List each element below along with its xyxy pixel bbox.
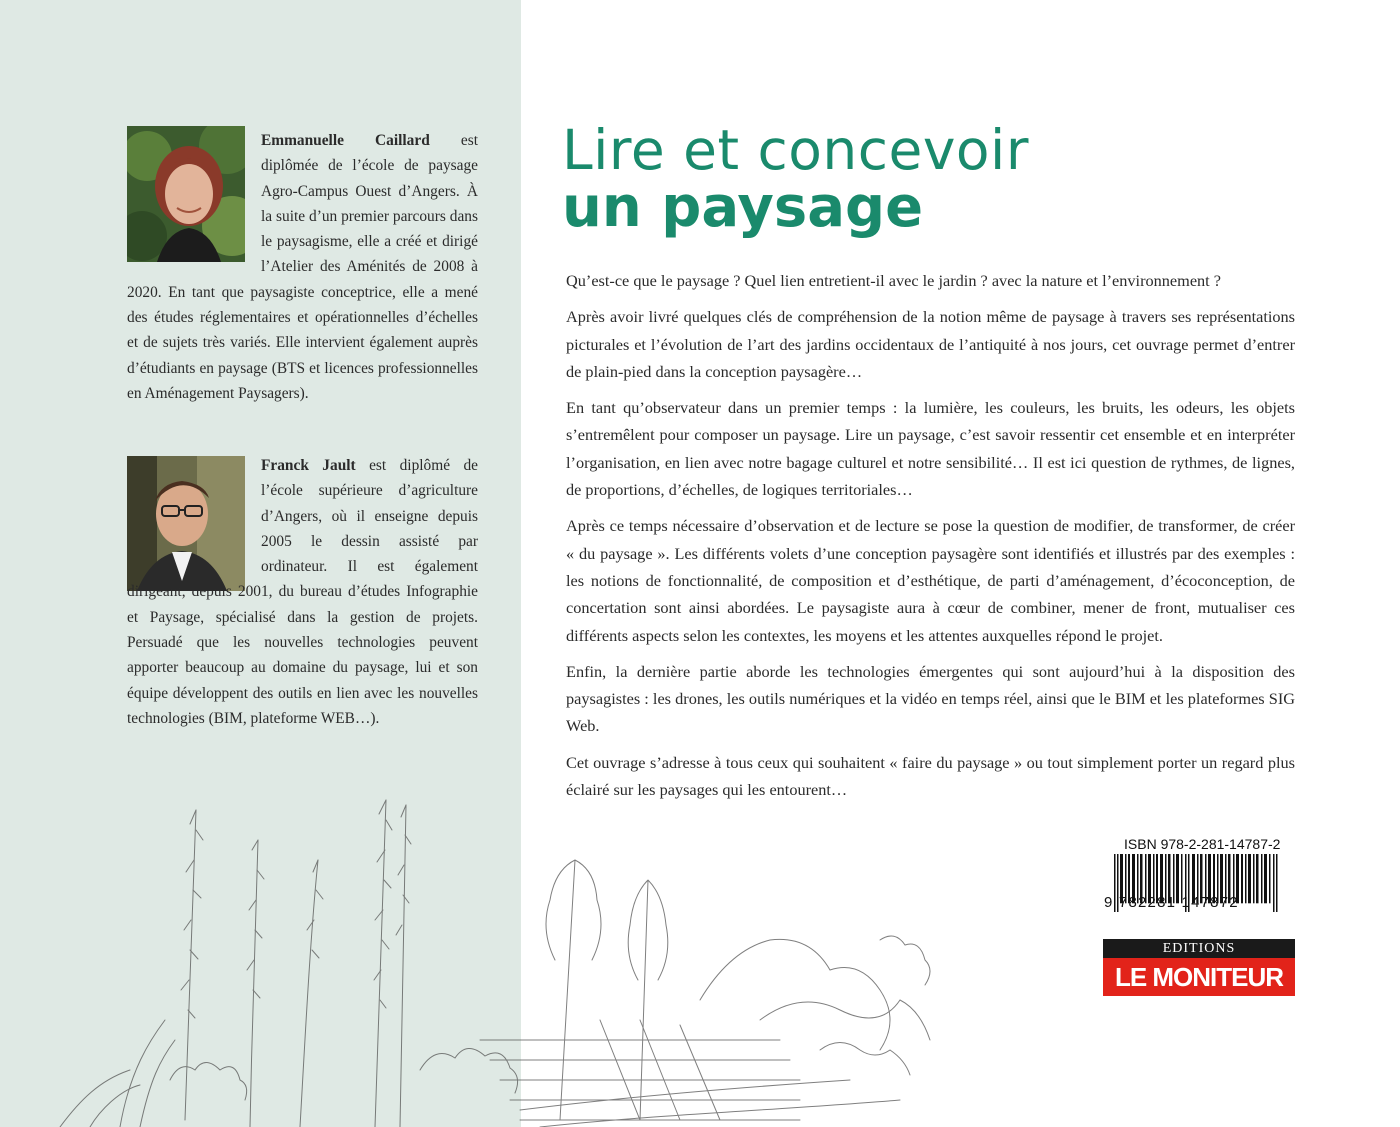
title-line-1: Lire et concevoir xyxy=(562,118,1029,182)
title-line-2: un paysage xyxy=(562,175,924,240)
description-paragraph: Enfin, la dernière partie aborde les technologies émergentes qui sont aujourd’hui à la disposition des paysagistes : les drones, les outils numériques et la vidéo en temps réel, ainsi que le BIM et les plateformes SIG Web. xyxy=(566,661,1295,736)
author-bio-text: est diplômé de l’école supérieure d’agriculture d’Angers, où il enseigne depuis 2005 le dessin assisté par ordinateur. Il est également dirigeant, depuis 2001, du bureau d’études Infographie et Paysage, spécialisé dans la gestion de projets. Persuadé que les nouvelles technologies peuvent apporter beaucoup au domaine du paysage, lui et son équipe développent des outils en lien avec les nouvelles technologies (BIM, plateforme WEB…). xyxy=(127,457,478,727)
author-name: Emmanuelle Caillard xyxy=(261,132,430,149)
author-bio-jault xyxy=(127,453,478,731)
barcode-digits: 9 782281 147872 xyxy=(1104,894,1239,911)
publisher-logo-bottom: LE MONITEUR xyxy=(1114,962,1284,992)
author-name: Franck Jault xyxy=(261,457,356,474)
description-paragraph: Cet ouvrage s’adresse à tous ceux qui souhaitent « faire du paysage » ou tout simplement porter un regard plus éclairé sur les paysages qui les entourent… xyxy=(566,752,1295,800)
isbn-label: ISBN 978-2-281-14787-2 xyxy=(1124,836,1281,852)
author-bio-text: est diplômée de l’école de paysage Agro-Campus Ouest d’Angers. À la suite d’un premier parcours dans le paysagisme, elle a créé et dirigé l’Atelier des Aménités de 2008 à 2020. En tant que paysagiste conceptrice, elle a mené des études réglementaires et opérationnelles d’échelles et de sujets très variés. Elle intervient également auprès d’étudiants en paysage (BTS et licences professionnelles en Aménagement Paysagers). xyxy=(127,132,478,402)
description-paragraph: Après avoir livré quelques clés de compréhension de la notion même de paysage à travers ses représentations picturales et l’évolution de l’art des jardins occidentaux de l’antiquité à nos jours, cet ouvrage permet d’entrer de plain-pied dans la conception paysagère… xyxy=(566,307,1295,381)
description-paragraph: En tant qu’observateur dans un premier temps : la lumière, les couleurs, les bruits, les odeurs, les objets s’entremêlent pour composer un paysage. Lire un paysage, c’est savoir ressentir cet ensemble et en interpréter l’organisation, en lien avec notre bagage culturel et notre sensibilité… Il est ici question de rythmes, de lignes, de proportions, d’échelles, de logiques territoriales… xyxy=(566,398,1295,500)
author-bio-caillard xyxy=(127,128,478,406)
publisher-logo-top: EDITIONS xyxy=(1103,939,1295,958)
description-paragraph: Qu’est-ce que le paysage ? Quel lien entretient-il avec le jardin ? avec la nature et l’environnement ? xyxy=(566,271,1222,290)
book-title xyxy=(562,117,1262,240)
book-description xyxy=(566,267,1295,812)
description-paragraph: Après ce temps nécessaire d’observation et de lecture se pose la question de modifier, de transformer, de créer « du paysage ». Les différents volets d’une conception paysagère sont identifiés et illustrés par des exemples : les notions de fonctionnalité, de composition et d’esthétique, de parti d’aménagement, d’écoconception, de concertation sont ainsi abordées. Le paysagiste aura à cœur de combiner, mener de front, mutualiser ces différents aspects selon les contextes, les moyens et les attentes auxquelles répond le projet. xyxy=(566,516,1295,645)
publisher-logo xyxy=(1103,939,1295,996)
